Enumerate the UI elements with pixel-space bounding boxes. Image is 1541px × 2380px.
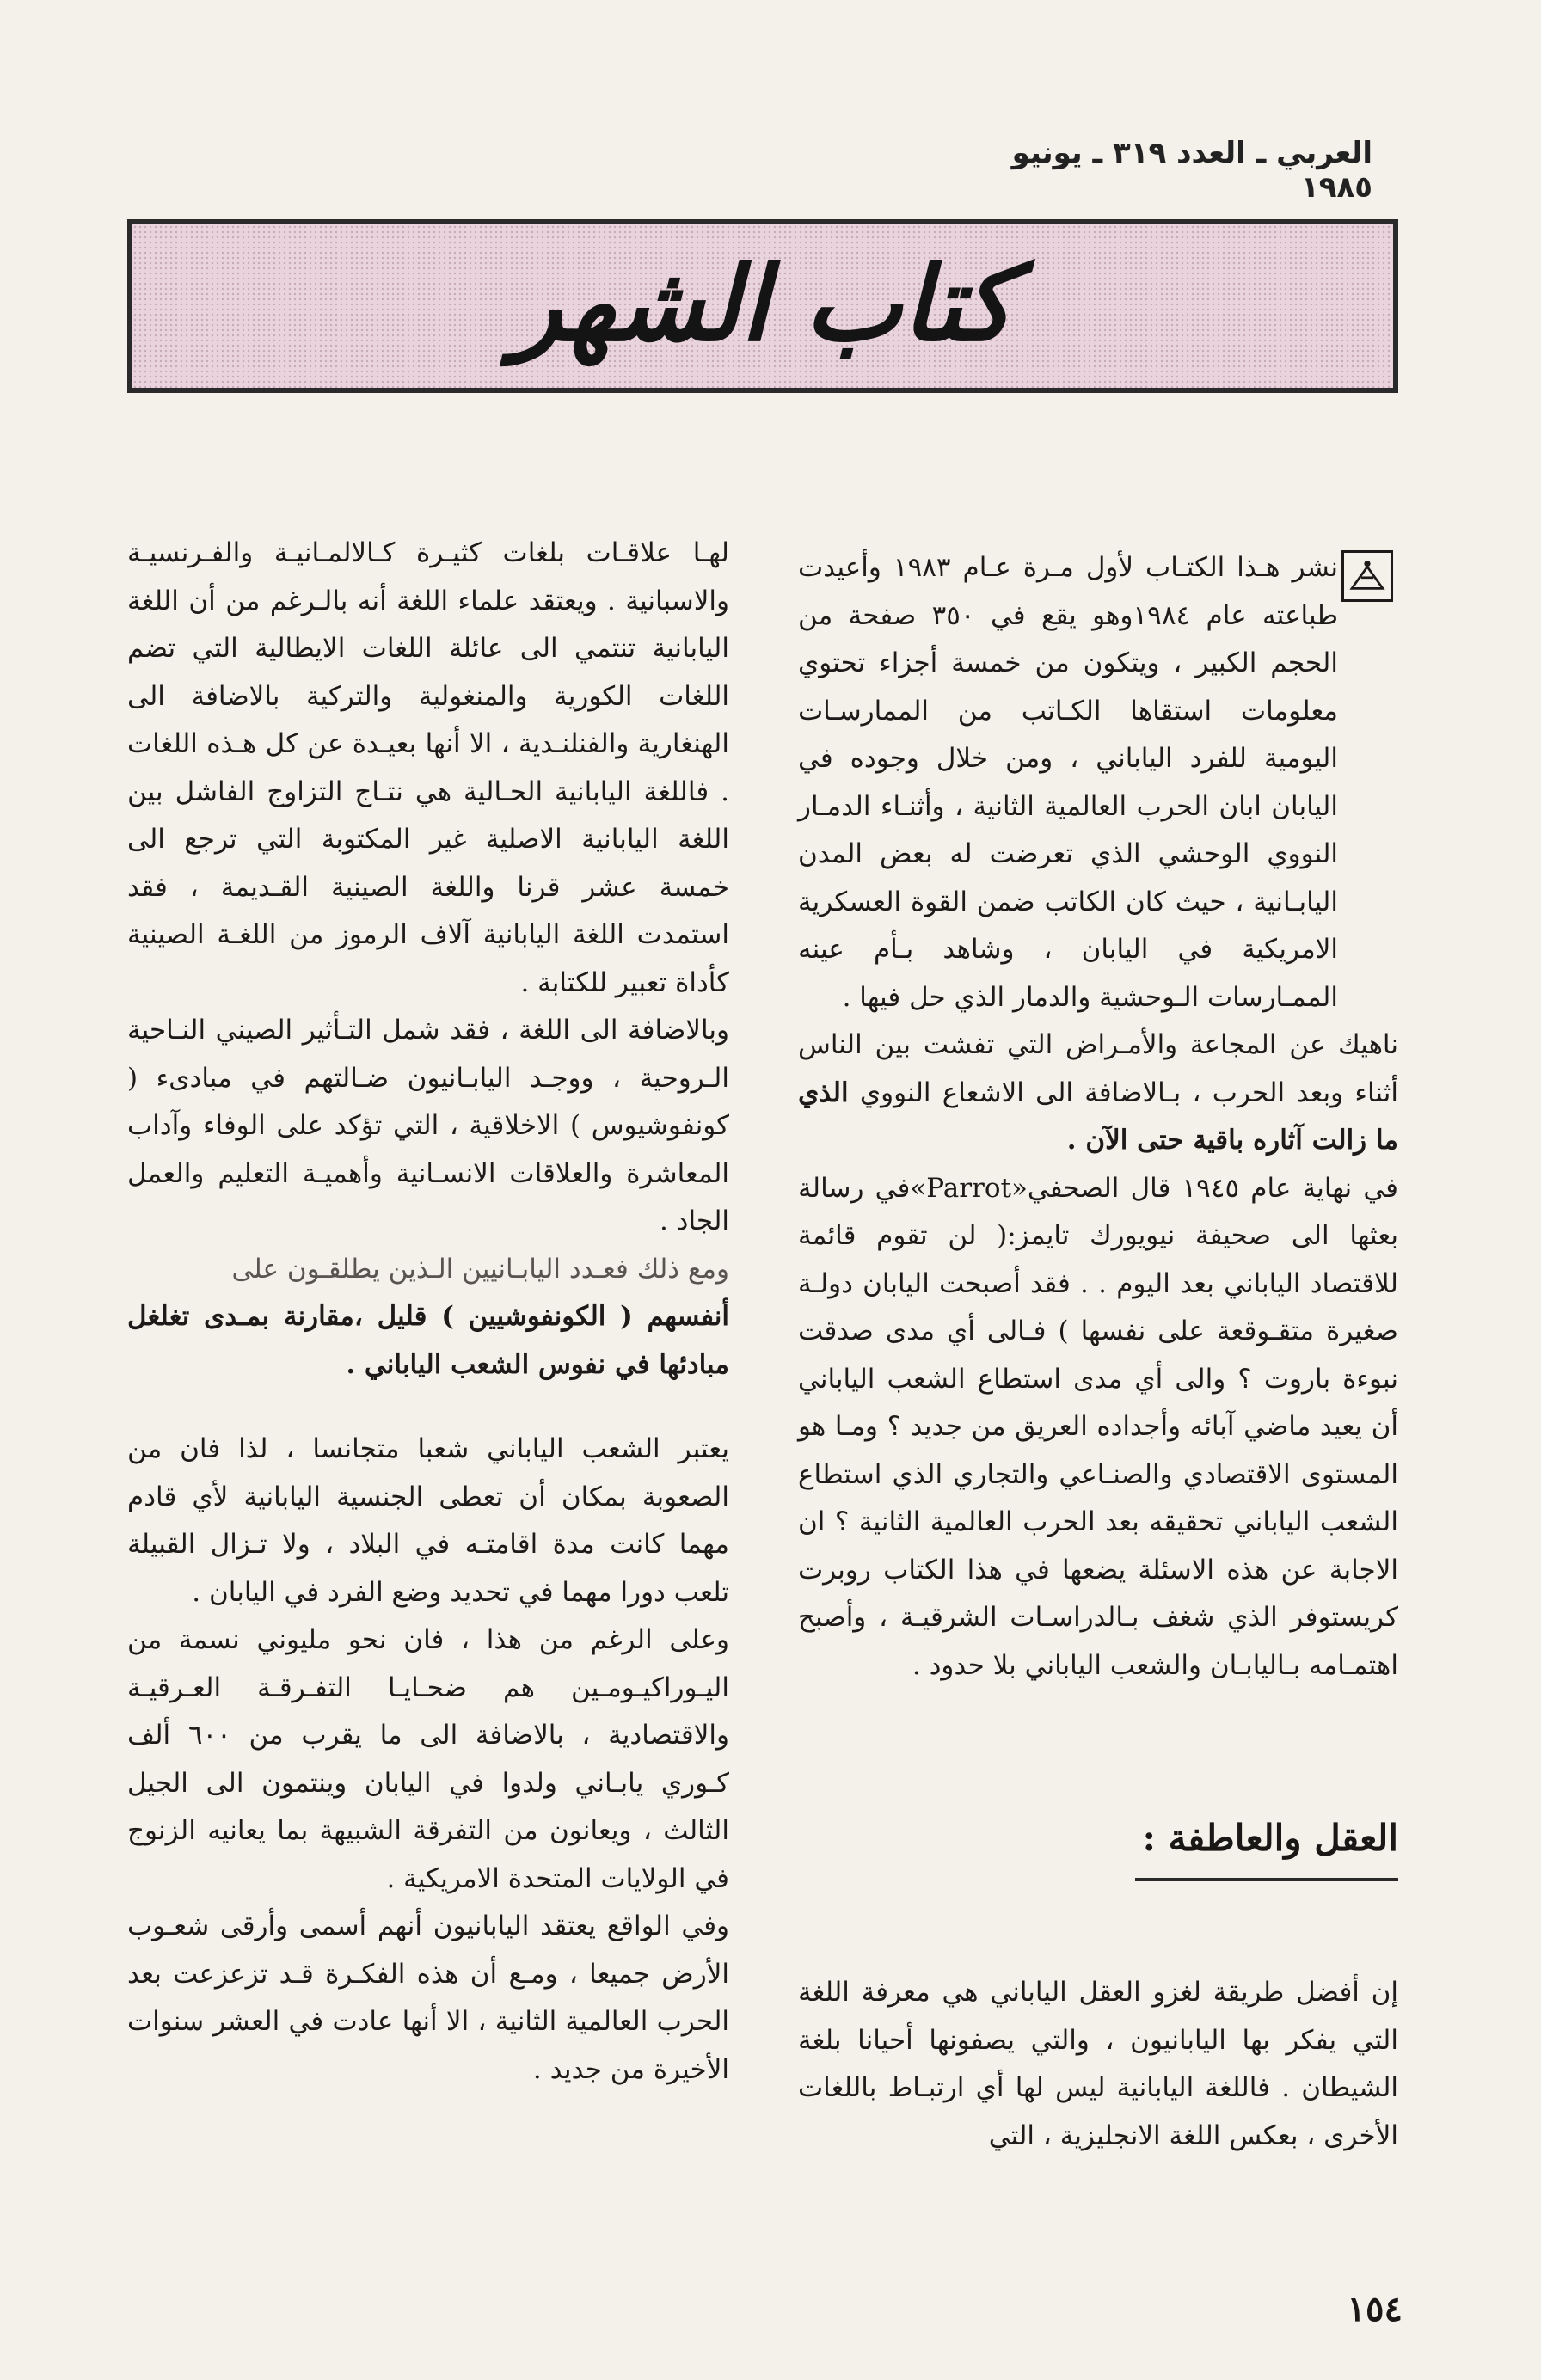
left-paragraph-4: أنفسهم ( الكونفوشيين ) قليل ،مقارنة بمـدى تغلغل مبادئها في نفوس الشعب الياباني . xyxy=(127,1301,729,1380)
paragraph-gap xyxy=(127,1389,729,1426)
right-paragraph-2-bold: الذي ما زالت آثاره باقية حتى الآن . xyxy=(798,1077,1398,1156)
left-column xyxy=(127,530,729,2094)
issue-header: العربي ـ العدد ٣١٩ ـ يونيو ١٩٨٥ xyxy=(1011,136,1372,205)
left-paragraph-3: ومع ذلك فعـدد اليابـانيين الـذين يطلقـون على xyxy=(231,1253,729,1285)
section-paragraph: إن أفضل طريقة لغزو العقل الياباني هي معرفة اللغة التي يفكر بها اليابانيون ، والتي يصفونها أحيانا بلغة الشيطان . فاللغة اليابانية ليس لها أي ارتبـاط باللغات الأخرى ، بعكس اللغة الانجليزية ، التي xyxy=(798,1977,1398,2151)
left-paragraph-6: وعلى الرغم من هذا ، فان نحو مليوني نسمة من اليـوراكيـومـين هم ضحـايـا التفـرقـة العـرقيـة والاقتصادية ، بالاضافة الى ما يقرب من ٦٠٠ ألف كـوري يابـاني ولدوا في اليابان وينتمون الى الجيل الثالث ، ويعانون من التفرقة الشبيهة بما يعانيه الزنوج في الولايات المتحدة الامريكية . xyxy=(127,1624,729,1894)
right-column xyxy=(798,544,1398,1690)
left-paragraph-2: وبالاضافة الى اللغة ، فقد شمل التـأثير الصيني النـاحية الـروحية ، ووجـد اليابـانيون ضـالتهم في مبادىء ( كونفوشيوس ) الاخلاقية ، التي تؤكد على الوفاء وآداب المعاشرة والعلاقات الانسـانية وأهميـة التعليم والعمل الجاد . xyxy=(127,1015,729,1236)
page-number: ١٥٤ xyxy=(1347,2289,1403,2329)
section-heading: العقل والعاطفة : xyxy=(1135,1813,1398,1881)
right-column-section xyxy=(798,1969,1398,2160)
title-banner xyxy=(127,219,1398,393)
right-paragraph-3: في نهاية عام ١٩٤٥ قال الصحفي«Parrot»في رسالة بعثها الى صحيفة نيويورك تايمز:( لن تقوم قائمة للاقتصاد الياباني بعد اليوم . . فقد أصبحت اليابان دولـة صغيرة متقـوقعة على نفسها ) فـالى أي مدى صدقت نبوءة باروت ؟ والى أي مدى استطاع الشعب الياباني أن يعيد ماضي آبائه وأجداده العريق من جديد ؟ ومـا هو المستوى الاقتصادي والصنـاعي والتجاري الذي استطاع الشعب الياباني تحقيقه بعد الحرب العالمية الثانية ؟ ان الاجابة عن هذه الاسئلة يضعها في هذا الكتاب روبرت كريستوفر الذي شغف بـالدراسـات الشرقيـة ، وأصبح اهتمـامه بـاليابـان والشعب الياباني بلا حدود . xyxy=(798,1172,1399,1681)
right-paragraph-2 xyxy=(798,1021,1398,1165)
right-paragraph-2-text: ناهيك عن المجاعة والأمـراض التي تفشت بين الناس أثناء وبعد الحرب ، بـالاضافة الى الاشعاع النووي xyxy=(798,1029,1398,1108)
left-paragraph-1: لهـا علاقـات بلغات كثيـرة كـالالمـانيـة والفـرنسيـة والاسبانية . ويعتقد علماء اللغة أنه بالـرغم من أن اللغة اليابانية تنتمي الى عائلة اللغات الايطالية التي تضم اللغات الكورية والمنغولية والتركية بالاضافة الى الهنغارية والفنلنـدية ، الا أنها بعيـدة عن كل هـذه اللغات . فاللغة اليابانية الحـالية هي نتـاج التزاوج الفاشل بين اللغة اليابانية الاصلية غير المكتوبة التي ترجع الى خمسة عشر قرنا واللغة الصينية القـديمة ، فقد استمدت اللغة اليابانية آلاف الرموز من اللغـة الصينية كأداة تعبير للكتابة . xyxy=(127,537,729,998)
banner-title: كتاب الشهر xyxy=(512,243,1014,365)
left-paragraph-5: يعتبر الشعب الياباني شعبا متجانسا ، لذا فان من الصعوبة بمكان أن تعطى الجنسية اليابانية لأي قادم مهما كانت مدة اقامتـه في البلاد ، ولا تـزال القبيلة تلعب دورا مهما في تحديد وضع الفرد في اليابان . xyxy=(127,1433,729,1608)
left-paragraph-7: وفي الواقع يعتقد اليابانيون أنهم أسمى وأرقى شعـوب الأرض جميعا ، ومـع أن هذه الفكـرة قـد تزعزعت بعد الحرب العالمية الثانية ، الا أنها عادت في العشر سنوات الأخيرة من جديد . xyxy=(127,1911,729,2085)
right-paragraph-1: نشر هـذا الكتـاب لأول مـرة عـام ١٩٨٣ وأعيدت طباعته عام ١٩٨٤وهو يقع في ٣٥٠ صفحة من الحجم الكبير ، ويتكون من خمسة أجزاء تحتوي معلومات استقاها الكـاتب من الممارسـات اليومية للفرد الياباني ، ومن خلال وجوده في اليابان ابان الحرب العالمية الثانية ، وأثنـاء الدمـار النووي الوحشي الذي تعرضت له بعض المدن اليابـانية ، حيث كان الكاتب ضمن القوة العسكرية الامريكية في اليابان ، وشاهد بـأم عينه الممـارسات الـوحشية والدمار الذي حل فيها . xyxy=(798,552,1339,1013)
